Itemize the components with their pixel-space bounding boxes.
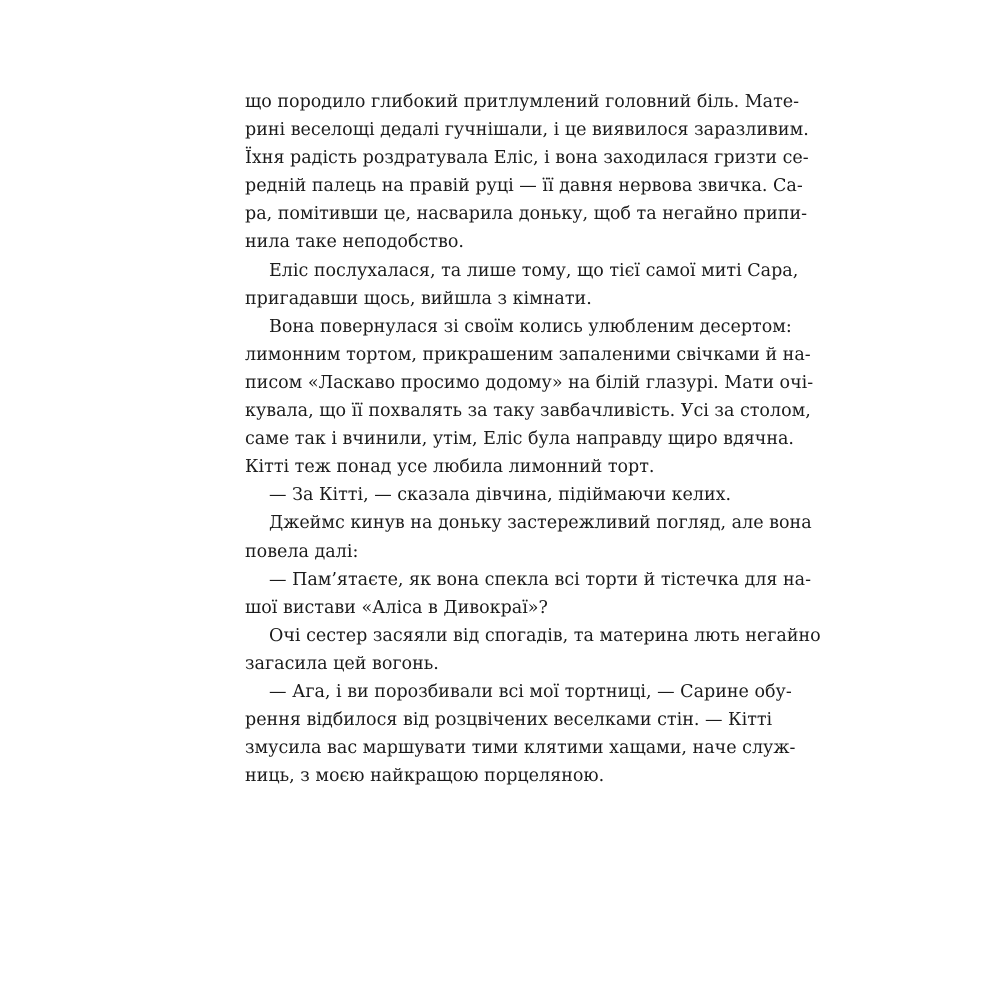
text-line: саме так і вчинили, утім, Еліс була направду щиро вдячна. (245, 429, 794, 450)
text-line: кувала, що її похвалять за таку завбачливість. Усі за столом, (245, 401, 811, 422)
paragraph (245, 257, 799, 313)
text-line: ниць, з моєю найкращою порцеляною. (245, 766, 605, 787)
paragraph (245, 88, 809, 257)
paragraph (245, 313, 814, 482)
text-line: рині веселощі дедалі гучнішали, і це виявилося заразливим. (245, 120, 809, 141)
text-line: що породило глибокий притлумлений головний біль. Мате- (245, 92, 800, 112)
text-line: змусила вас маршувати тими клятими хащами, наче служ- (245, 738, 796, 759)
text-line: — За Кітті, — сказала дівчина, підіймаючи келих. (269, 485, 732, 506)
text-line: редній палець на правій руці — її давня нервова звичка. Са- (245, 176, 803, 197)
page-text (245, 88, 821, 790)
paragraph (245, 678, 796, 790)
text-line: пригадавши щось, вийшла з кімнати. (245, 288, 592, 309)
text-line: — Пам’ятаєте, як вона спекла всі торти й тістечка для на- (269, 569, 812, 590)
text-line: Джеймс кинув на доньку застережливий погляд, але вона (269, 513, 812, 534)
text-line: Очі сестер засяяли від спогадів, та материна лють негайно (269, 625, 821, 646)
text-line: нила таке неподобство. (245, 232, 464, 253)
text-line: лимонним тортом, прикрашеним запаленими свічками й на- (245, 344, 811, 365)
text-line: рення відбилося від розцвічених веселками стін. — Кітті (245, 710, 773, 731)
text-line: — Ага, і ви порозбивали всі мої тортниці, — Сарине обу- (269, 681, 792, 702)
paragraph (245, 566, 812, 622)
text-line: Кітті теж понад усе любила лимонний торт. (245, 457, 655, 478)
text-line: Вона повернулася зі своїм колись улюбленим десертом: (269, 316, 792, 337)
text-line: писом «Ласкаво просимо додому» на білій глазурі. Мати очі- (245, 372, 814, 393)
paragraph (245, 622, 821, 678)
text-line: повела далі: (245, 541, 359, 562)
text-line: шої вистави «Аліса в Дивокраї»? (245, 597, 548, 618)
text-line: ра, помітивши це, насварила доньку, щоб та негайно припи- (245, 204, 808, 225)
paragraph (245, 509, 812, 565)
text-line: Їхня радість роздратувала Еліс, і вона заходилася гризти се- (245, 148, 809, 169)
text-line: Еліс послухалася, та лише тому, що тієї самої миті Сара, (269, 260, 799, 281)
paragraph (245, 481, 760, 509)
text-line: загасила цей вогонь. (245, 653, 439, 674)
